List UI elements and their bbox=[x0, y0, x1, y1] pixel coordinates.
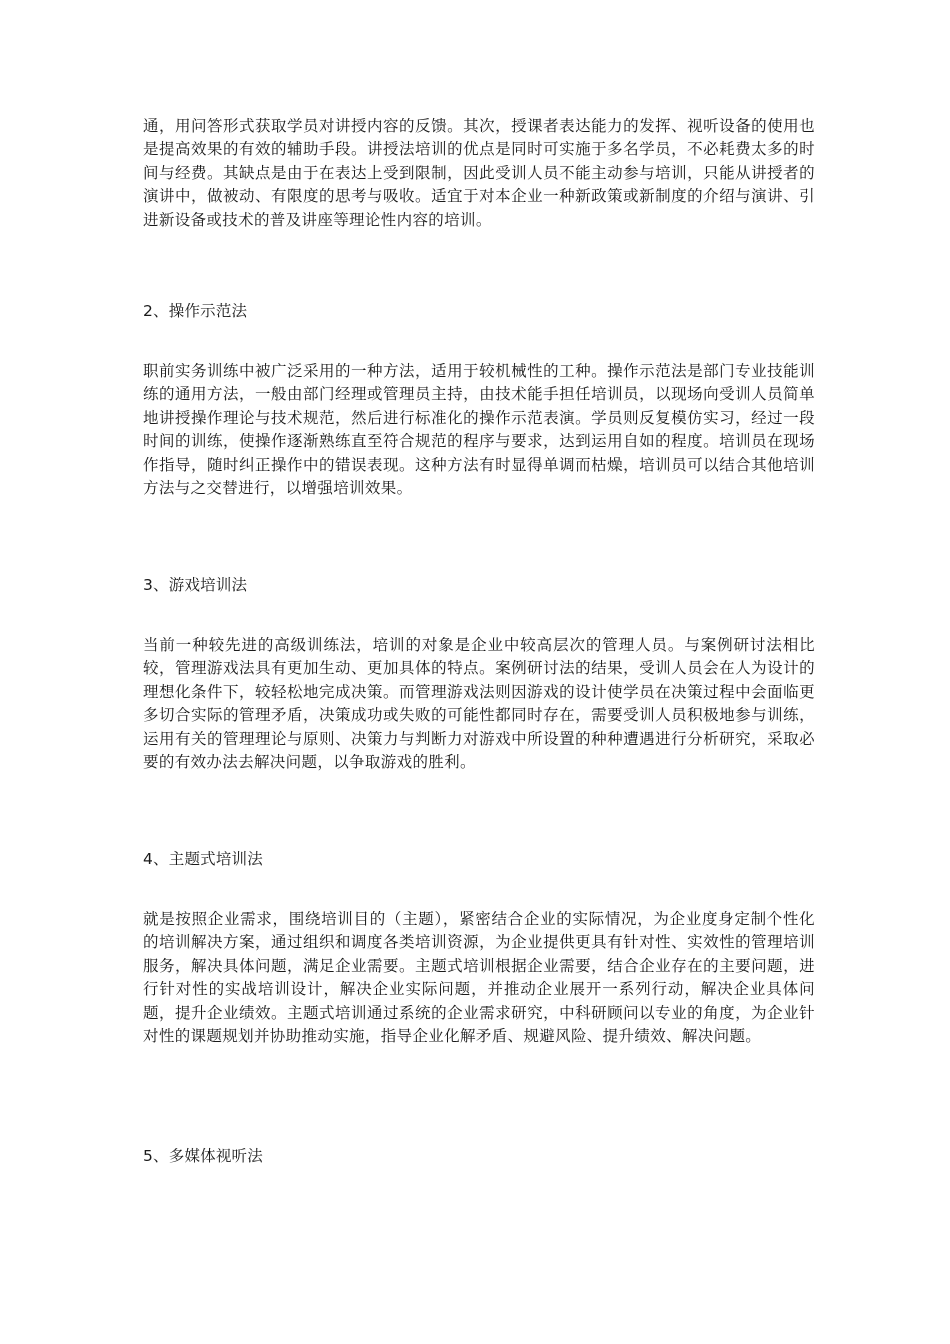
section-heading-demonstration: 2、操作示范法 bbox=[143, 302, 248, 320]
section-heading-game-training: 3、游戏培训法 bbox=[143, 576, 248, 594]
section-paragraph-demonstration: 职前实务训练中被广泛采用的一种方法，适用于较机械性的工种。操作示范法是部门专业技能训练的通用方法，一般由部门经理或管理员主持，由技术能手担任培训员，以现场向受训人员简单地讲授操作理论与技术规范，然后进行标准化的操作示范表演。学员则反复模仿实习，经过一段时间的训练，使操作逐渐熟练直至符合规范的程序与要求，达到运用自如的程度。培训员在现场作指导，随时纠正操作中的错误表现。这种方法有时显得单调而枯燥，培训员可以结合其他培训方法与之交替进行，以增强培训效果。 bbox=[143, 362, 815, 498]
intro-paragraph: 通，用问答形式获取学员对讲授内容的反馈。其次，授课者表达能力的发挥、视听设备的使用也是提高效果的有效的辅助手段。讲授法培训的优点是同时可实施于多名学员，不必耗费太多的时间与经费。其缺点是由于在表达上受到限制，因此受训人员不能主动参与培训，只能从讲授者的演讲中，做被动、有限度的思考与吸收。适宜于对本企业一种新政策或新制度的介绍与演讲、引进新设备或技术的普及讲座等理论性内容的培训。 bbox=[143, 117, 815, 229]
section-paragraph-game-training: 当前一种较先进的高级训练法，培训的对象是企业中较高层次的管理人员。与案例研讨法相比较，管理游戏法具有更加生动、更加具体的特点。案例研讨法的结果，受训人员会在人为设计的理想化条件下，较轻松地完成决策。而管理游戏法则因游戏的设计使学员在决策过程中会面临更多切合实际的管理矛盾，决策成功或失败的可能性都同时存在，需要受训人员积极地参与训练，运用有关的管理理论与原则、决策力与判断力对游戏中所设置的种种遭遇进行分析研究，采取必要的有效办法去解决问题，以争取游戏的胜利。 bbox=[143, 636, 815, 772]
section-heading-theme-training: 4、主题式培训法 bbox=[143, 850, 263, 868]
section-heading-multimedia: 5、多媒体视听法 bbox=[143, 1147, 263, 1165]
section-paragraph-theme-training: 就是按照企业需求，围绕培训目的（主题），紧密结合企业的实际情况，为企业度身定制个性化的培训解决方案，通过组织和调度各类培训资源，为企业提供更具有针对性、实效性的管理培训服务，解决具体问题，满足企业需要。主题式培训根据企业需要，结合企业存在的主要问题，进行针对性的实战培训设计，解决企业实际问题，并推动企业展开一系列行动，解决企业具体问题，提升企业绩效。主题式培训通过系统的企业需求研究，中科研顾问以专业的角度，为企业针对性的课题规划并协助推动实施，指导企业化解矛盾、规避风险、提升绩效、解决问题。 bbox=[143, 910, 815, 1046]
